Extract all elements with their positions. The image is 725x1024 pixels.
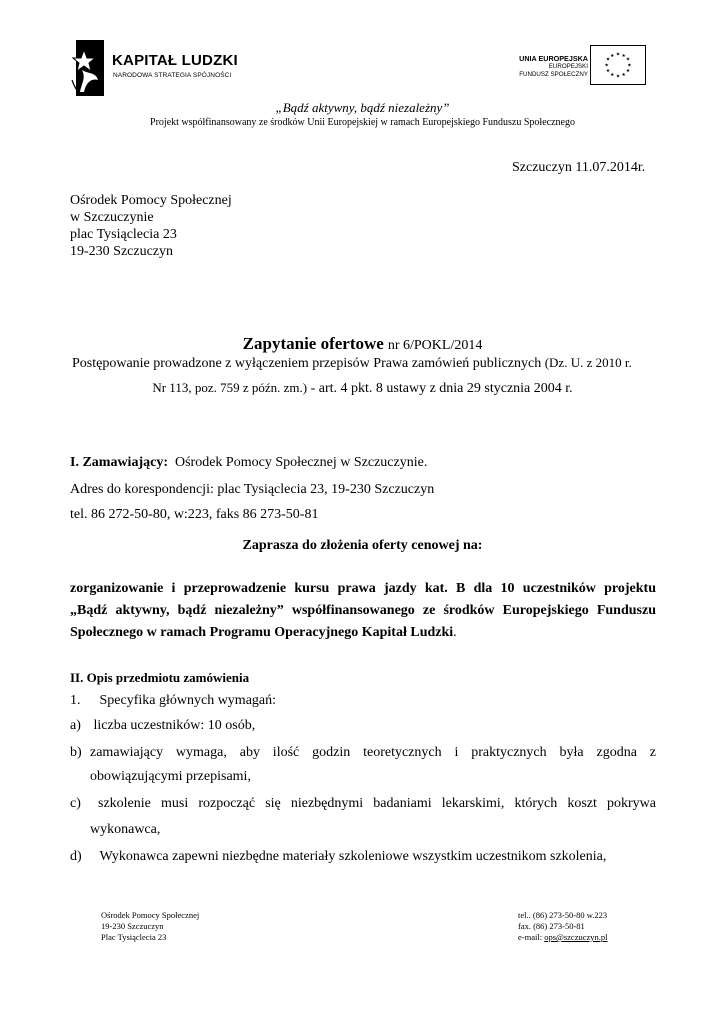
logo-title: KAPITAŁ LUDZKI <box>112 52 238 69</box>
section-2-heading: II. Opis przedmiotu zamówienia <box>70 670 250 685</box>
title-number: nr 6/POKL/2014 <box>387 338 483 353</box>
subject-line-last <box>70 622 656 644</box>
footer-address-line: Ośrodek Pomocy Społecznej <box>101 910 200 920</box>
footer-fax: fax. (86) 273-50-81 <box>518 921 585 931</box>
footer-email-line <box>518 932 608 943</box>
logo-subtitle: NARODOWA STRATEGIA SPÓJNOŚCI <box>113 72 232 79</box>
list-text: Specyfika głównych wymagań: <box>99 693 277 708</box>
svg-text:★: ★ <box>621 53 626 59</box>
eu-logo-line2: EUROPEJSKI <box>548 63 588 70</box>
address-line: Ośrodek Pomocy Społecznej <box>70 193 232 208</box>
procedure-reference: (Dz. U. z 2010 r. <box>544 355 632 370</box>
procedure-reference-cont: Nr 113, poz. 759 z późn. zm.) <box>152 380 308 395</box>
list-item <box>70 693 276 709</box>
subject-line: „Bądź aktywny, bądź niezależny” współfinansowanego ze środków Europejskiego Funduszu <box>70 603 656 618</box>
svg-text:★: ★ <box>627 63 632 69</box>
kapital-ludzki-logo <box>70 40 270 98</box>
footer-address-line: Plac Tysiąclecia 23 <box>101 932 167 942</box>
list-item <box>70 745 656 789</box>
subject-line: zorganizowanie i przeprowadzenie kursu prawa jazdy kat. B dla 10 uczestników projektu <box>70 581 656 596</box>
procedure-text: Postępowanie prowadzone z wyłączeniem przepisów Prawa zamówień publicznych <box>72 356 542 371</box>
svg-text:★: ★ <box>621 72 626 78</box>
list-marker: 1. <box>70 693 81 708</box>
address-line: w Szczuczynie <box>70 210 154 225</box>
section-1-value: Ośrodek Pomocy Społecznej w Szczuczynie. <box>175 455 428 470</box>
svg-text:★: ★ <box>615 52 621 58</box>
svg-text:★: ★ <box>604 63 609 69</box>
svg-text:★: ★ <box>615 74 621 80</box>
correspondence-address: Adres do korespondencji: plac Tysiąclecia 23, 19-230 Szczuczyn <box>70 482 435 497</box>
cofinancing-note: Projekt współfinansowany ze środków Unii Europejskiej w ramach Europejskiego Funduszu Społecznego <box>150 117 575 128</box>
project-motto: „Bądź aktywny, bądź niezależny” <box>275 100 450 115</box>
footer-contact <box>518 910 608 943</box>
list-text: szkolenie musi rozpocząć się niezbędnymi badaniami lekarskimi, których koszt pokrywa <box>98 796 656 811</box>
eu-flag-icon <box>590 45 646 85</box>
list-text: liczba uczestników: 10 osób, <box>93 718 256 733</box>
svg-text:★: ★ <box>625 57 631 63</box>
section-1: I. Zamawiający: Ośrodek Pomocy Społecznej w Szczuczynie. <box>70 455 428 470</box>
list-marker: a) <box>70 718 81 733</box>
subject-line: Społecznego w ramach Programu Operacyjnego Kapitał Ludzki <box>70 625 454 640</box>
list-marker: d) <box>70 849 82 864</box>
list-item <box>70 796 656 840</box>
footer-address <box>101 910 199 943</box>
procedure-line-1 <box>72 355 632 372</box>
invitation-heading: Zaprasza do złożenia oferty cenowej na: <box>242 538 483 553</box>
list-text: zamawiający wymaga, aby ilość godzin teoretycznych i praktycznych była zgodna z <box>90 745 656 760</box>
svg-text:★: ★ <box>625 69 631 75</box>
document-date: Szczuczyn 11.07.2014r. <box>512 160 646 175</box>
recipient-address <box>70 192 232 260</box>
section-1-heading: I. Zamawiający <box>70 455 164 470</box>
procedure-article: - art. 4 pkt. 8 ustawy z dnia 29 stycznia 2004 r. <box>310 381 573 396</box>
list-text: Wykonawca zapewni niezbędne materiały szkoleniowe wszystkim uczestnikom szkolenia, <box>99 849 607 864</box>
list-text-cont: wykonawca, <box>90 822 161 837</box>
footer-address-line: 19-230 Szczuczyn <box>101 921 164 931</box>
order-subject <box>70 578 656 644</box>
procedure-line-2 <box>0 380 725 397</box>
phone-line: tel. 86 272-50-80, w:223, faks 86 273-50-81 <box>70 507 319 522</box>
list-text-cont: obowiązującymi przepisami, <box>90 769 251 784</box>
footer-email-label: e-mail: <box>518 932 545 942</box>
subject-end: . <box>453 625 457 640</box>
eu-logo-line1: UNIA EUROPEJSKA <box>519 54 588 63</box>
list-item <box>70 718 255 734</box>
email-link[interactable]: ops@szczuczyn.pl <box>544 932 608 942</box>
svg-text:★: ★ <box>610 53 615 59</box>
address-line: 19-230 Szczuczyn <box>70 244 174 259</box>
eu-logo-text <box>519 55 588 79</box>
address-line: plac Tysiąclecia 23 <box>70 227 177 242</box>
svg-text:★: ★ <box>605 69 611 75</box>
title-main: Zapytanie ofertowe <box>242 334 384 353</box>
list-item <box>70 849 606 865</box>
eu-logo <box>490 45 650 90</box>
kapital-ludzki-emblem-icon <box>70 40 104 98</box>
footer-phone: tel.. (86) 273-50-80 w.223 <box>518 910 608 920</box>
eu-logo-line3: FUNDUSZ SPOŁECZNY <box>519 71 588 78</box>
list-marker: c) <box>70 796 81 811</box>
svg-text:★: ★ <box>610 72 615 78</box>
list-marker: b) <box>70 745 82 760</box>
svg-text:★: ★ <box>605 57 611 63</box>
document-title <box>0 334 725 354</box>
